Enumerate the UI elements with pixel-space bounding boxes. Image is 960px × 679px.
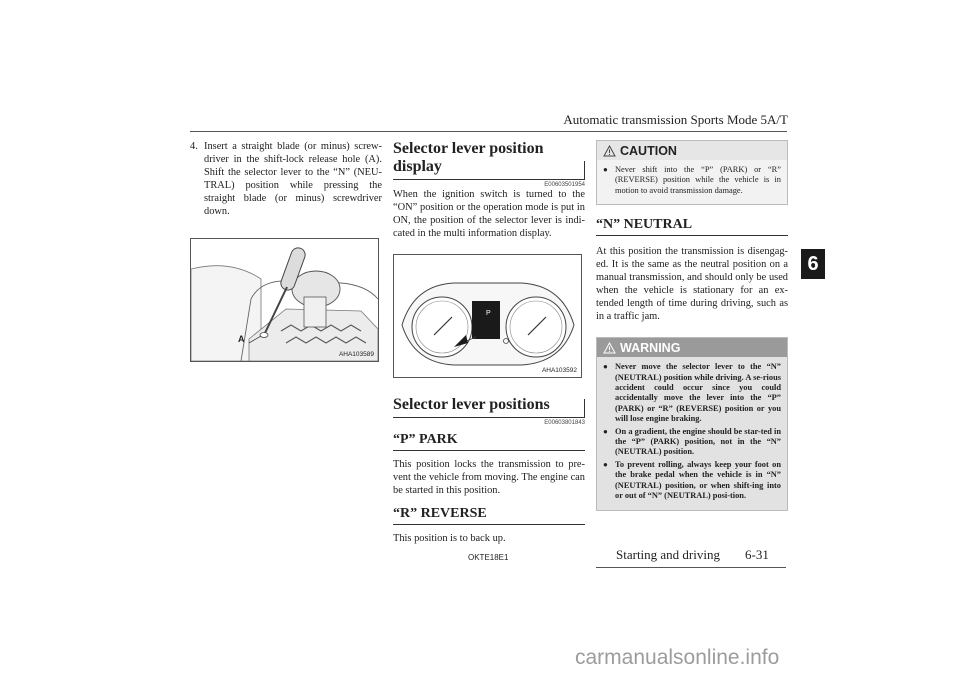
display-letter: P: [486, 310, 491, 317]
caution-body: [597, 160, 787, 204]
section-title-positions: Selector lever positions: [393, 396, 585, 418]
park-body: This position locks the transmission to pre-vent the vehicle from moving. The engine can be started in this position.: [393, 459, 585, 496]
header-rule: [190, 131, 787, 132]
warning-item-text: On a gradient, the engine should be star-ted in the “P” (PARK) position, not in the “N” (NEUTRAL) position.: [615, 426, 781, 457]
warning-item-text: Never move the selector lever to the “N” (NEUTRAL) position while driving. A se-rious accident could occur since you could accidentally move the lever into the “P” (PARK) or “R” (REVERSE) position or you will lose engine braking.: [615, 362, 781, 424]
bullet-icon: ●: [603, 362, 608, 372]
warning-box: [596, 337, 788, 510]
figure-id: AHA103589: [338, 351, 374, 358]
caution-header: [597, 141, 787, 160]
caution-item: [603, 165, 781, 196]
caution-label: CAUTION: [620, 143, 677, 158]
instruction-step: [190, 140, 382, 218]
warning-item-text: To prevent rolling, always keep your foot on the brake pedal when the vehicle is in “N” (NEUTRAL) position, or when shift-ing into or out of “N” (NEUTRAL) posi-tion.: [615, 459, 781, 501]
shift-lock-figure: [190, 238, 379, 362]
reverse-body: This position is to back up.: [393, 533, 506, 544]
step-text: Insert a straight blade (or minus) screw-driver in the shift-lock release hole (A). Shift the selector lever to the “N” (NEU-TRAL) position while pressing the straight blade (or minus) screwdriver down.: [204, 141, 382, 217]
warning-body: [597, 357, 787, 509]
instrument-cluster-figure: [393, 254, 582, 378]
warning-item: [603, 362, 781, 424]
watermark: carmanualsonline.info: [575, 646, 780, 669]
section-title-display: Selector lever position display: [393, 140, 585, 180]
footer-section-title: Starting and driving: [616, 547, 720, 562]
chapter-tab: 6: [801, 249, 825, 279]
bullet-icon: ●: [603, 426, 608, 436]
middle-column: [393, 140, 585, 545]
subsection-title-neutral: “N” NEUTRAL: [596, 217, 788, 236]
caution-box: [596, 140, 788, 205]
warning-triangle-icon: [603, 342, 616, 354]
section-code: E00603801843: [544, 420, 585, 426]
subsection-title-park: “P” PARK: [393, 432, 585, 451]
warning-triangle-icon: [603, 145, 616, 157]
running-header: Automatic transmission Sports Mode 5A/T: [563, 112, 788, 127]
document-code: OKTE18E1: [468, 553, 509, 562]
warning-label: WARNING: [620, 340, 681, 355]
step-number: 4.: [190, 141, 198, 152]
display-body: When the ignition switch is turned to the “ON” position or the operation mode is put in ON, the position of the selector lever is indi-cated in the multi information display.: [393, 189, 585, 239]
page-number: 6-31: [745, 547, 769, 562]
caution-item-text: Never shift into the “P” (PARK) or “R” (REVERSE) position while the vehicle is in motion to avoid transmission damage.: [615, 165, 781, 195]
shift-lock-illustration: [191, 239, 378, 361]
section-code: E00603501954: [544, 182, 585, 188]
warning-item: [603, 427, 781, 458]
neutral-body: At this position the transmission is disengag-ed. It is the same as the neutral position on a manual transmission, and should only be used when the vehicle is stationary for an ex-tended length of time during driving, such as in a traffic jam.: [596, 246, 788, 323]
bullet-icon: ●: [603, 459, 608, 469]
figure-id: AHA103592: [541, 367, 577, 374]
right-column: [596, 140, 788, 511]
warning-header: [597, 338, 787, 357]
bullet-icon: ●: [603, 165, 608, 174]
footer-rule: [596, 567, 786, 568]
left-column: [190, 140, 382, 362]
callout-label-a: A: [238, 334, 245, 344]
warning-item: [603, 460, 781, 502]
subsection-title-reverse: “R” REVERSE: [393, 506, 585, 525]
